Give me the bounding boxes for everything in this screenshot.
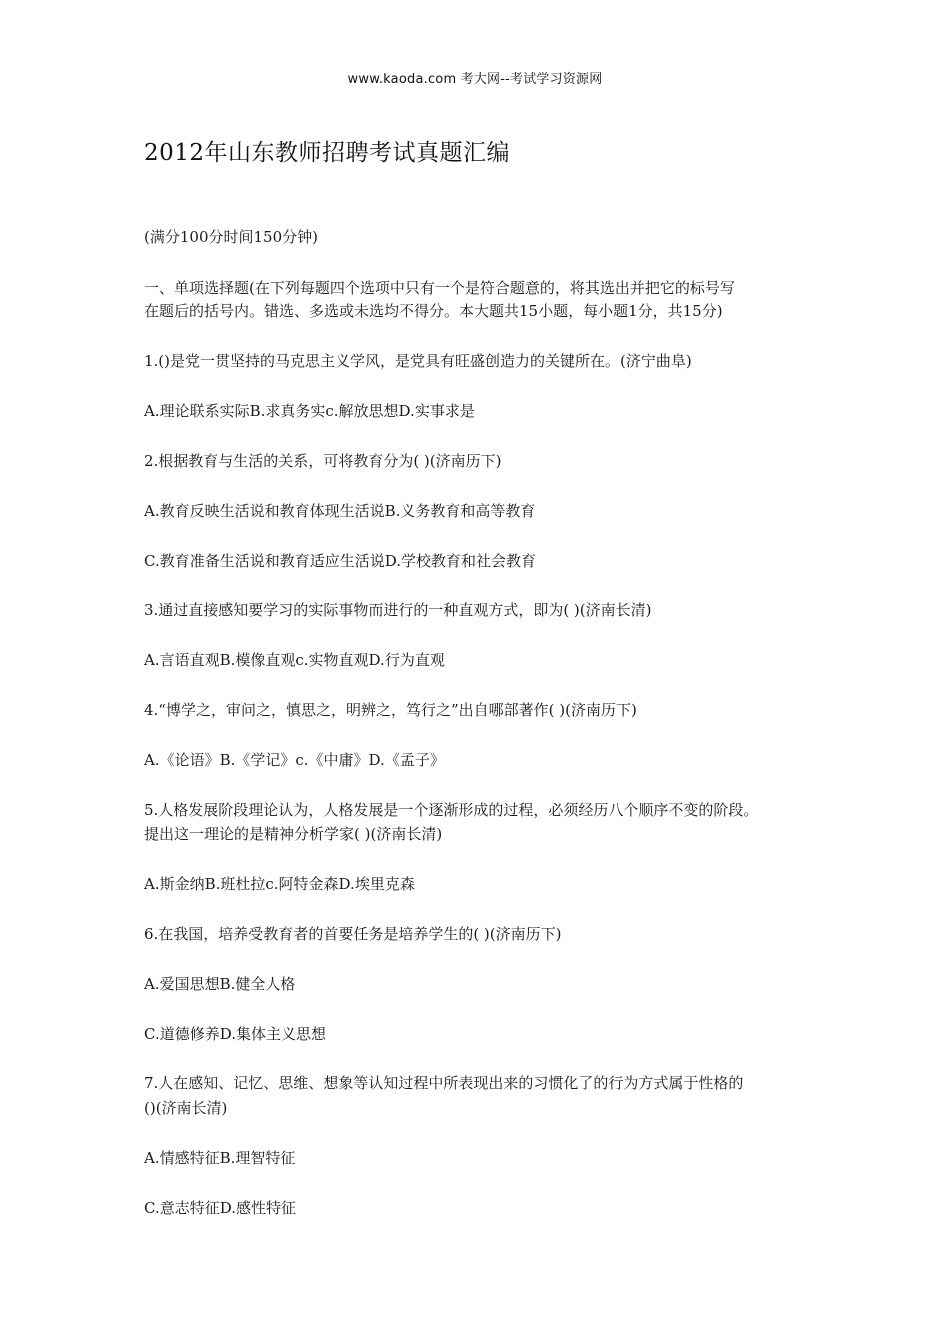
page-title: 2012年山东教师招聘考试真题汇编 bbox=[144, 140, 511, 166]
question-7-stem-line-1: 7.人在感知、记忆、思维、想象等认知过程中所表现出来的习惯化了的行为方式属于性格的 bbox=[144, 1074, 744, 1092]
question-7-options-line-1: A.情感特征B.理智特征 bbox=[144, 1149, 296, 1167]
question-3-options: A.言语直观B.模像直观c.实物直观D.行为直观 bbox=[144, 651, 445, 669]
question-4-options: A.《论语》B.《学记》c.《中庸》D.《孟子》 bbox=[144, 751, 445, 769]
question-5-stem-line-1: 5.人格发展阶段理论认为，人格发展是一个逐渐形成的过程，必须经历八个顺序不变的阶段。 bbox=[144, 801, 759, 819]
question-7-options-line-2: C.意志特征D.感性特征 bbox=[144, 1199, 296, 1217]
question-4-stem: 4.“博学之，审问之，慎思之，明辨之，笃行之”出自哪部著作( )(济南历下) bbox=[144, 701, 637, 719]
question-2-options-line-2: C.教育准备生活说和教育适应生活说D.学校教育和社会教育 bbox=[144, 552, 536, 570]
question-6-options-line-1: A.爱国思想B.健全人格 bbox=[144, 975, 296, 993]
question-3-stem: 3.通过直接感知要学习的实际事物而进行的一种直观方式，即为( )(济南长清) bbox=[144, 601, 652, 619]
question-1-stem: 1.()是党一贯坚持的马克思主义学风，是党具有旺盛创造力的关键所在。(济宁曲阜) bbox=[144, 352, 692, 370]
question-7-stem-line-2: ()(济南长清) bbox=[144, 1099, 228, 1117]
question-6-options-line-2: C.道德修养D.集体主义思想 bbox=[144, 1025, 326, 1043]
question-2-stem: 2.根据教育与生活的关系，可将教育分为( )(济南历下) bbox=[144, 452, 502, 470]
page-header: www.kaoda.com 考大网--考试学习资源网 bbox=[347, 72, 603, 87]
question-5-options: A.斯金纳B.班杜拉c.阿特金森D.埃里克森 bbox=[144, 875, 415, 893]
question-6-stem: 6.在我国，培养受教育者的首要任务是培养学生的( )(济南历下) bbox=[144, 925, 562, 943]
exam-info: (满分100分时间150分钟) bbox=[144, 228, 318, 246]
section-intro-line-1: 一、单项选择题(在下列每题四个选项中只有一个是符合题意的，将其选出并把它的标号写 bbox=[144, 279, 735, 297]
section-intro-line-2: 在题后的括号内。错选、多选或未选均不得分。本大题共15小题，每小题1分，共15分) bbox=[144, 302, 723, 320]
question-5-stem-line-2: 提出这一理论的是精神分析学家( )(济南长清) bbox=[144, 825, 443, 843]
question-2-options-line-1: A.教育反映生活说和教育体现生活说B.义务教育和高等教育 bbox=[144, 502, 536, 520]
question-1-options: A.理论联系实际B.求真务实c.解放思想D.实事求是 bbox=[144, 402, 475, 420]
